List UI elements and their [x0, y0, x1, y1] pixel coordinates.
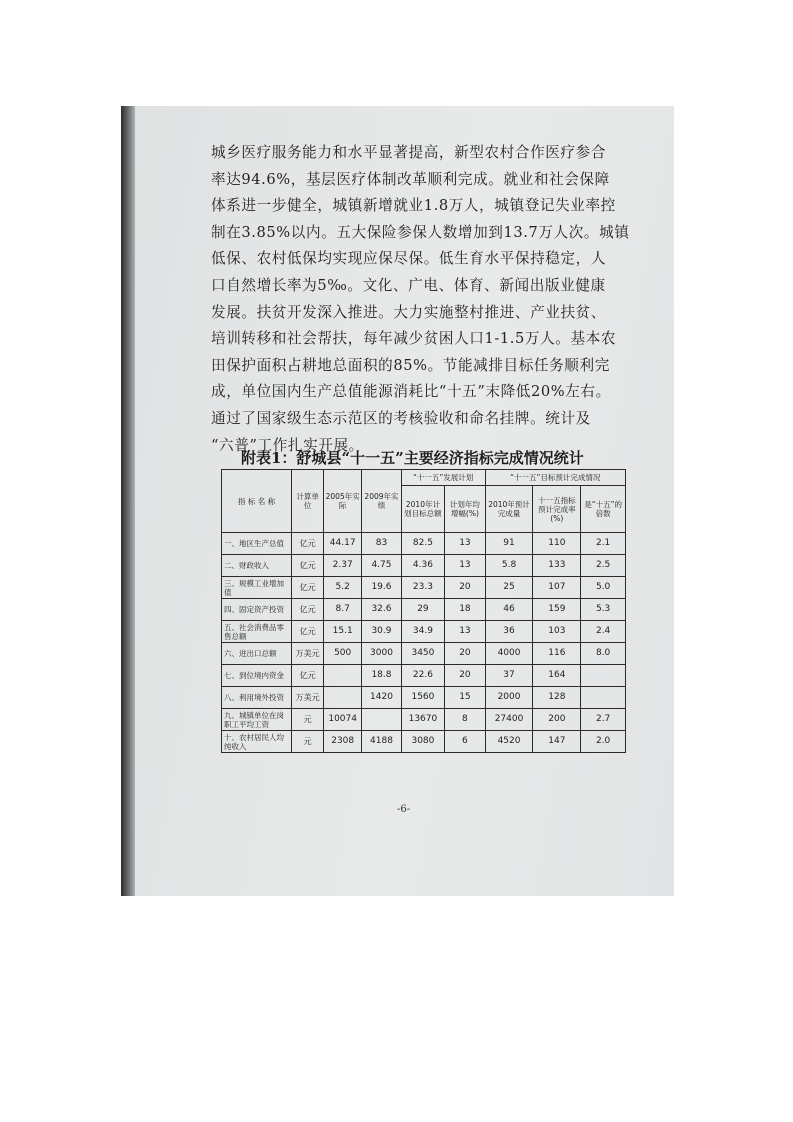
indicator-name: 七、到位境内资金	[222, 665, 292, 687]
value-2005: 44.17	[324, 533, 362, 555]
completion-rate: 103	[533, 621, 581, 643]
table-row	[222, 731, 626, 753]
header-unit: 计算单位	[292, 470, 324, 533]
table-row	[222, 599, 626, 621]
unit-cell: 亿元	[292, 555, 324, 577]
value-2005: 5.2	[324, 577, 362, 599]
value-2005	[324, 665, 362, 687]
paragraph-line: 体系进一步健全，城镇新增就业1.8万人，城镇登记失业率控	[211, 197, 616, 215]
value-2005: 2.37	[324, 555, 362, 577]
expected-amount: 46	[485, 599, 533, 621]
indicator-table	[221, 469, 626, 753]
plan-growth: 20	[445, 643, 485, 665]
multiple-of-tenth: 5.0	[581, 577, 626, 599]
indicator-name: 八、利用境外投资	[222, 687, 292, 709]
completion-rate: 110	[533, 533, 581, 555]
multiple-of-tenth: 5.3	[581, 599, 626, 621]
unit-cell: 亿元	[292, 665, 324, 687]
expected-amount: 5.8	[485, 555, 533, 577]
header-plan-target: 2010年计划目标总额	[401, 486, 445, 533]
table-row	[222, 687, 626, 709]
page-number: -6-	[397, 804, 411, 815]
paper-page	[135, 106, 674, 896]
unit-cell: 亿元	[292, 621, 324, 643]
completion-rate: 159	[533, 599, 581, 621]
table-row	[222, 643, 626, 665]
multiple-of-tenth: 2.0	[581, 731, 626, 753]
unit-cell: 元	[292, 731, 324, 753]
indicator-name: 四、固定资产投资	[222, 599, 292, 621]
header-2005: 2005年实际	[324, 470, 362, 533]
completion-rate: 164	[533, 665, 581, 687]
plan-growth: 13	[445, 555, 485, 577]
unit-cell: 亿元	[292, 577, 324, 599]
paragraph-line: 制在3.85%以内。五大保险参保人数增加到13.7万人次。城镇	[211, 223, 630, 241]
paragraph-line: 成，单位国内生产总值能源消耗比“十五”末降低20%左右。	[211, 383, 611, 401]
paragraph-line: “六普”工作扎实开展。	[211, 436, 364, 454]
value-2005: 8.7	[324, 599, 362, 621]
multiple-of-tenth	[581, 687, 626, 709]
expected-amount: 91	[485, 533, 533, 555]
table-row	[222, 621, 626, 643]
value-2009: 3000	[362, 643, 401, 665]
table-row	[222, 665, 626, 687]
header-plan-growth: 计划年均增幅(%)	[445, 486, 485, 533]
multiple-of-tenth	[581, 665, 626, 687]
value-2009: 83	[362, 533, 401, 555]
unit-cell: 万美元	[292, 643, 324, 665]
expected-amount: 4520	[485, 731, 533, 753]
completion-rate: 128	[533, 687, 581, 709]
multiple-of-tenth: 2.4	[581, 621, 626, 643]
indicator-name: 一、地区生产总值	[222, 533, 292, 555]
indicator-name: 二、财政收入	[222, 555, 292, 577]
multiple-of-tenth: 8.0	[581, 643, 626, 665]
unit-cell: 亿元	[292, 533, 324, 555]
expected-amount: 36	[485, 621, 533, 643]
indicator-name: 三、规模工业增加值	[222, 577, 292, 599]
paragraph-line: 率达94.6%，基层医疗体制改革顺利完成。就业和社会保障	[211, 170, 610, 188]
header-plan-group: “十一五”发展计划	[401, 470, 485, 486]
completion-rate: 133	[533, 555, 581, 577]
header-indicator: 指 标 名 称	[222, 470, 292, 533]
table-row	[222, 709, 626, 731]
value-2005: 15.1	[324, 621, 362, 643]
plan-growth: 18	[445, 599, 485, 621]
indicator-name: 九、城镇单位在岗职工平均工资	[222, 709, 292, 731]
multiple-of-tenth: 2.5	[581, 555, 626, 577]
plan-target: 29	[401, 599, 445, 621]
completion-rate: 116	[533, 643, 581, 665]
unit-cell: 万美元	[292, 687, 324, 709]
plan-target: 1560	[401, 687, 445, 709]
value-2009: 30.9	[362, 621, 401, 643]
expected-amount: 4000	[485, 643, 533, 665]
unit-cell: 亿元	[292, 599, 324, 621]
value-2009: 4.75	[362, 555, 401, 577]
value-2009: 1420	[362, 687, 401, 709]
plan-growth: 15	[445, 687, 485, 709]
expected-amount: 27400	[485, 709, 533, 731]
plan-target: 22.6	[401, 665, 445, 687]
paragraph-line: 培训转移和社会帮扶，每年减少贫困人口1-1.5万人。基本农	[211, 330, 617, 348]
plan-target: 13670	[401, 709, 445, 731]
completion-rate: 107	[533, 577, 581, 599]
plan-target: 4.36	[401, 555, 445, 577]
table-row	[222, 577, 626, 599]
plan-growth: 20	[445, 665, 485, 687]
paragraph-line: 田保护面积占耕地总面积的85%。节能减排目标任务顺利完	[211, 356, 610, 374]
multiple-of-tenth: 2.1	[581, 533, 626, 555]
table-row	[222, 533, 626, 555]
header-2009: 2009年实绩	[362, 470, 401, 533]
plan-growth: 13	[445, 621, 485, 643]
plan-target: 3450	[401, 643, 445, 665]
plan-growth: 20	[445, 577, 485, 599]
table-row	[222, 555, 626, 577]
body-paragraph	[211, 140, 630, 459]
value-2005: 10074	[324, 709, 362, 731]
indicator-name: 六、进出口总额	[222, 643, 292, 665]
plan-target: 3080	[401, 731, 445, 753]
plan-target: 82.5	[401, 533, 445, 555]
multiple-of-tenth: 2.7	[581, 709, 626, 731]
header-expect-group: “十一五”目标预计完成情况	[485, 470, 625, 486]
indicator-name: 十、农村居民人均纯收入	[222, 731, 292, 753]
document-photo	[121, 106, 674, 896]
plan-growth: 13	[445, 533, 485, 555]
expected-amount: 25	[485, 577, 533, 599]
plan-growth: 8	[445, 709, 485, 731]
plan-growth: 6	[445, 731, 485, 753]
value-2009	[362, 709, 401, 731]
indicator-name: 五、社会消费品零售总额	[222, 621, 292, 643]
completion-rate: 200	[533, 709, 581, 731]
paragraph-line: 城乡医疗服务能力和水平显著提高，新型农村合作医疗参合	[211, 144, 607, 161]
header-expect-multiple: 是“十五”的倍数	[581, 486, 626, 533]
value-2005: 500	[324, 643, 362, 665]
expected-amount: 37	[485, 665, 533, 687]
value-2009: 19.6	[362, 577, 401, 599]
unit-cell: 元	[292, 709, 324, 731]
value-2005	[324, 687, 362, 709]
table-caption: 附表1：舒城县“十一五”主要经济指标完成情况统计	[241, 449, 584, 467]
paragraph-line: 口自然增长率为5‰。文化、广电、体育、新闻出版业健康	[211, 276, 606, 294]
paragraph-line: 通过了国家级生态示范区的考核验收和命名挂牌。统计及	[211, 409, 591, 427]
value-2009: 32.6	[362, 599, 401, 621]
paragraph-line: 低保、农村低保均实现应保尽保。低生育水平保持稳定，人	[211, 250, 607, 268]
header-expect-rate: 十一五指标预计完成率(%)	[533, 486, 581, 533]
header-expect-amount: 2010年预计完成量	[485, 486, 533, 533]
value-2009: 4188	[362, 731, 401, 753]
value-2005: 2308	[324, 731, 362, 753]
completion-rate: 147	[533, 731, 581, 753]
value-2009: 18.8	[362, 665, 401, 687]
plan-target: 23.3	[401, 577, 445, 599]
expected-amount: 2000	[485, 687, 533, 709]
paragraph-line: 发展。扶贫开发深入推进。大力实施整村推进、产业扶贫、	[211, 303, 607, 321]
plan-target: 34.9	[401, 621, 445, 643]
